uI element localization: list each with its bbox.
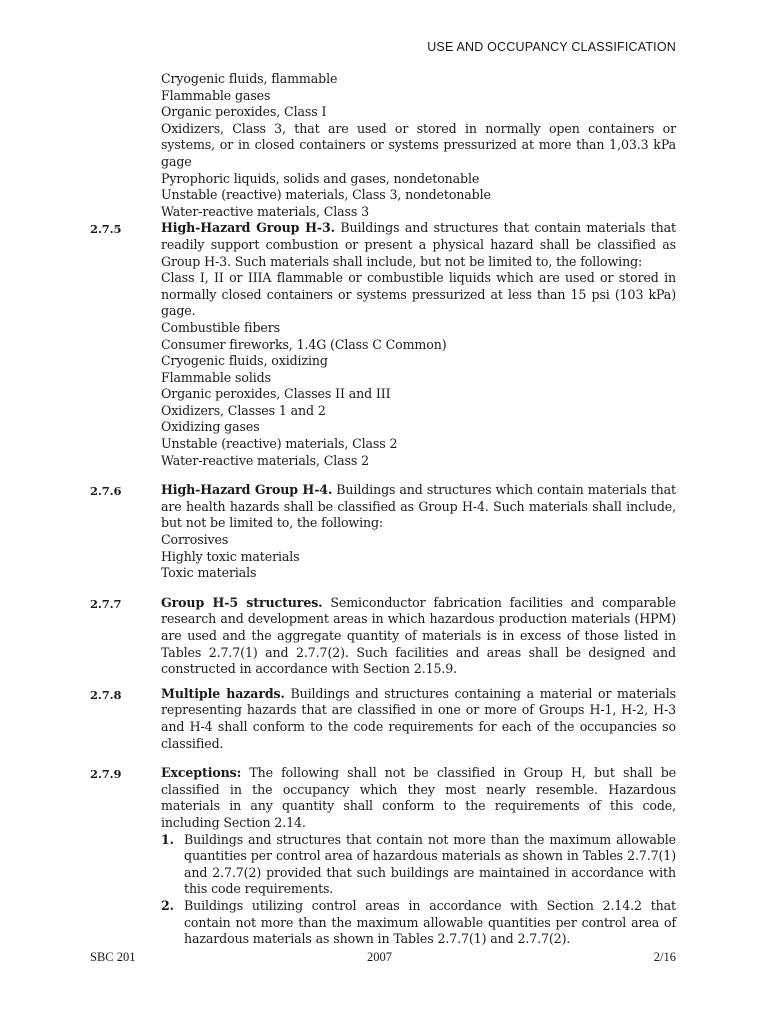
section-2-7-7 [90, 595, 676, 678]
list-item: Toxic materials [161, 565, 257, 581]
h2-materials-list [90, 71, 676, 220]
running-header: USE AND OCCUPANCY CLASSIFICATION [427, 40, 676, 54]
list-item: Unstable (reactive) materials, Class 2 [161, 436, 398, 452]
list-item: Corrosives [161, 532, 229, 548]
footer-year: 2007 [367, 950, 392, 964]
section-2-7-8 [90, 686, 676, 752]
section-paragraph [161, 220, 676, 270]
section-paragraph [161, 482, 676, 532]
section-heading: High-Hazard Group H-3. [161, 220, 335, 236]
list-item: Water-reactive materials, Class 2 [161, 452, 370, 468]
list-item: Oxidizers, Class 3, that are used or stored in normally open containers or systems, or in closed containers or systems pressurized at more than 1,03.3 kPa gage [161, 120, 676, 169]
exceptions-list [161, 832, 676, 948]
list-item: Cryogenic fluids, flammable [161, 71, 338, 86]
exception-item [161, 898, 676, 948]
page-number: 2/16 [653, 950, 676, 964]
section-number: 2.7.8 [90, 687, 122, 702]
exception-text: Buildings utilizing control areas in accordance with Section 2.14.2 that contain not more than the maximum allowable quantities per control area of hazardous materials as shown in Tables 2.7.7(1) and 2.7.7(2). [184, 897, 676, 947]
list-item: Organic peroxides, Classes II and III [161, 386, 391, 402]
section-number: 2.7.7 [90, 596, 122, 611]
section-text: Buildings and structures which contain materials that are health hazards shall be classified as Group H-4. Such materials shall include, but not be limited to, the following: [161, 482, 676, 531]
section-heading: Exceptions: [161, 765, 242, 781]
list-item: Highly toxic materials [161, 548, 300, 564]
section-number: 2.7.5 [90, 222, 122, 237]
list-item: Class I, II or IIIA flammable or combustible liquids which are used or stored in normally closed containers or systems pressurized at less than 15 psi (103 kPa) gage. [161, 270, 676, 319]
section-heading: Group H-5 structures. [161, 594, 323, 610]
section-text: Semiconductor fabrication facilities and comparable research and development areas in which hazardous production materials (HPM) are used and the aggregate quantity of materials is in excess of those listed in Tables 2.7.7(1) and 2.7.7(2). Such facilities and areas shall be designed and constructed in accordance with Section 2.15.9. [161, 594, 676, 677]
exception-number: 1. [161, 831, 174, 847]
section-2-7-5 [90, 220, 676, 469]
section-text: Buildings and structures containing a material or materials representing hazards that are classified in one or more of Groups H-1, H-2, H-3 and H-4 shall conform to the code requirements for each of the occupancies so classified. [161, 685, 676, 751]
list-item: Unstable (reactive) materials, Class 3, nondetonable [161, 187, 491, 203]
section-number: 2.7.9 [90, 767, 122, 782]
section-heading: Multiple hazards. [161, 685, 285, 701]
section-paragraph [161, 765, 676, 831]
list-item: Oxidizing gases [161, 419, 260, 435]
section-paragraph [161, 686, 676, 752]
list-item: Combustible fibers [161, 319, 280, 335]
section-heading: High-Hazard Group H-4. [161, 482, 333, 498]
section-2-7-9 [90, 765, 676, 948]
list-item: Consumer fireworks, 1.4G (Class C Common) [161, 336, 447, 352]
exception-number: 2. [161, 897, 174, 913]
list-item: Pyrophoric liquids, solids and gases, nondetonable [161, 170, 480, 186]
section-2-7-6 [90, 482, 676, 582]
list-item: Flammable solids [161, 369, 271, 385]
exception-item [161, 832, 676, 898]
section-text: The following shall not be classified in Group H, but shall be classified in the occupancy which they most nearly resemble. Hazardous materials in any quantity shall conform to the requirements of this code, including Section 2.14. [161, 765, 676, 830]
section-text: Buildings and structures that contain materials that readily support combustion or present a physical hazard shall be classified as Group H-3. Such materials shall include, but not be limited to, the following: [161, 220, 676, 269]
exception-text: Buildings and structures that contain not more than the maximum allowable quantities per control area of hazardous materials as shown in Tables 2.7.7(1) and 2.7.7(2) provided that such buildings are maintained in accordance with this code requirements. [184, 831, 676, 897]
footer-code: SBC 201 [90, 950, 136, 964]
section-number: 2.7.6 [90, 484, 122, 499]
page-body [90, 71, 676, 948]
list-item: Oxidizers, Classes 1 and 2 [161, 402, 326, 418]
list-item: Organic peroxides, Class I [161, 104, 327, 120]
list-item: Flammable gases [161, 87, 271, 103]
list-item: Cryogenic fluids, oxidizing [161, 353, 328, 369]
list-item: Water-reactive materials, Class 3 [161, 203, 370, 219]
section-paragraph [161, 595, 676, 678]
page-footer [90, 950, 676, 966]
